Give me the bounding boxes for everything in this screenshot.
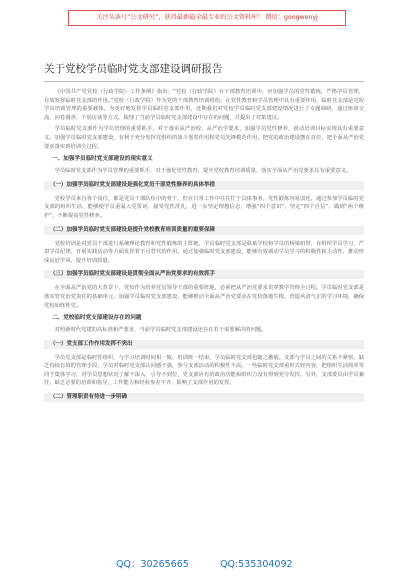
section-2-heading: 二、党校临时党支部建设存在的问题 — [52, 315, 142, 322]
section-1-sub-1-text: 党校学员来自各个岗位，都是党员干部队伍中的骨干，但在日常工作中往往忙于具体事务，党性锻炼容易弱化。通过参加学员临时党支部的组织生活，能够使学员重温入党誓词、接受党性洗礼，进一步坚定理想信念，增强“四个意识”、坚定“四个自信”、做到“两个维护”，不断提高党性修养。 — [44, 195, 364, 219]
section-1-sub-1-heading: （一）加强学员临时党支部建设是强化党员干部党性修养的具体举措 — [44, 181, 364, 190]
section-2-text: 对照新时代党建的高标准和严要求，当前学员临时党支部建设还存在若干需要解决的问题。 — [54, 327, 267, 334]
intro-paragraph-2: 学员临时党支部作为学员管理的重要抓手，对于落实从严治校、从严治学要求，加强学员党性修养，推动培训目标实现具有重要意义。加强学员临时党支部建设，有利于充分发挥党组织的战斗堡垒作用和党员先锋模范作用，把党的政治建设摆在首位，把全面从严治党要求落实到培训全过程。 — [44, 126, 364, 150]
section-1-sub-2-text: 党校培训是对党员干部进行系统理论教育和党性锻炼的主阵地，学员临时党支部是联系学校和学员的桥梁纽带，在组织学员学习、严肃学员纪律、开展实践活动等方面发挥着不可替代的作用。通过加强临时党支部建设，能够有效调动学员学习的积极性和主动性，推动形成良好学风，提升培训质量。 — [44, 240, 364, 264]
qq-contact-2: QQ:535304092 — [220, 559, 293, 570]
section-1-heading: 一、加强学员临时党支部建设的现实意义 — [52, 156, 153, 163]
section-2-sub-1-heading: （一）党支部工作作用发挥不突出 — [44, 340, 364, 349]
section-2-sub-2-heading: （二）管理职责有待进一步明确 — [44, 393, 364, 402]
intro-paragraph-1: 《中国共产党党校（行政学院）工作条例》指出：“党校（行政学院）在干部教育培训中，应加强学员的党性锻炼，严格学员管理，有效发挥临时党支部的作用。”党校（行政学院）作为党的干部教育培训机构，在党性教育和学员管理中具有重要作用，临时党支部是党校学员培训管理的重要载体。为更好地发挥学员临时党支部作用，近期我们对党校学员临时党支部建设情况进行了专题调研，通过座谈交流、问卷调查、个别访谈等方式，梳理了当前学员临时党支部建设中存在的问题，并提出了对策建议。 — [44, 89, 364, 121]
title-divider — [44, 81, 364, 82]
qq-contact-1: QQ：30265665 — [116, 559, 189, 570]
section-1-sub-2-heading: （二）加强学员临时党支部建设是提升党校教育培训质量的重要保障 — [44, 226, 364, 235]
contact-footer — [0, 556, 408, 574]
section-1-sub-3-heading: （三）加强学员临时党支部建设是贯彻全面从严治党要求的有效抓手 — [44, 270, 364, 279]
section-1-sub-3-text: 在全面从严治党的大背景下，党校作为培养党员领导干部的重要阵地，必须把从严治党要求贯穿教学管理全过程。学员临时党支部是落实管党治党责任的基础单元，加强学员临时党支部建设，能够推动全面从严治党要求在党校落地生根，营造风清气正的学习环境，确保党校始终姓党。 — [44, 285, 364, 309]
banner-text: 关注头条号“公文研究”，获得最新最全最专业的公文资料库！ 微信：gongwenyj — [96, 14, 318, 21]
top-banner — [68, 10, 346, 26]
section-1-text: 学员临时党支部作为学员管理的重要抓手，对于强化党性教育、提升党校教育培训质量、落实全面从严治党要求具有重要意义。 — [54, 168, 352, 175]
document-title: 关于党校学员临时党支部建设调研报告 — [44, 63, 223, 75]
document-page — [44, 62, 364, 407]
section-2-sub-1-text: 学员党支部是临时性组织，与学习培训时间相一致，培训班一结束，学员临时党支部也随之撤销。支部与学员之间的关系不紧密，缺乏持续有效的管理手段，学员对临时党支部认同感不强，参与支部活动的积极性不高。一些临时党支部重形式轻内容，把组织生活简单等同于集体学习，对学员思想状况了解不深入、引导不到位，党支部应有的政治功能和组织力没有得到充分发挥。另外，支部委员由学员兼任，缺乏必要的培训和指导，工作能力和经验参差不齐，影响了支部作用的发挥。 — [44, 354, 364, 387]
